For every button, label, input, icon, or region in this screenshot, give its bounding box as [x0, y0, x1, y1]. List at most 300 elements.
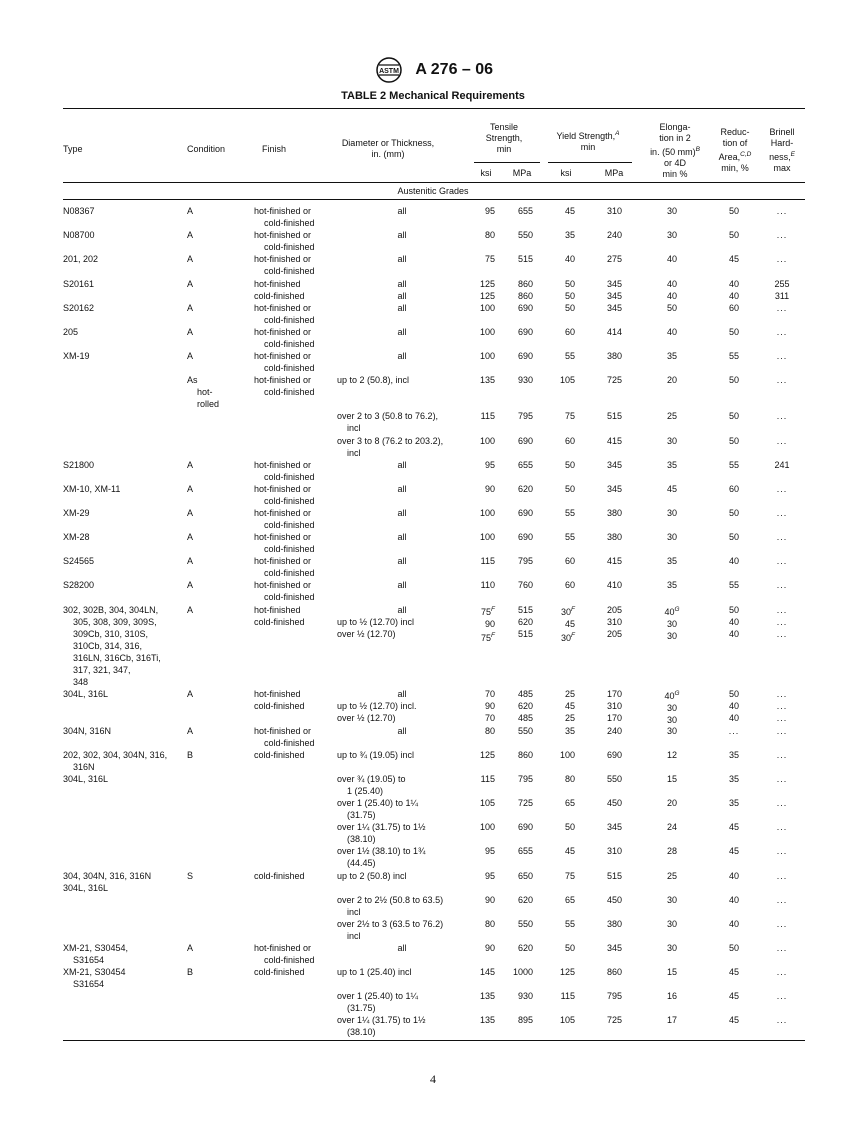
cell-n4 [595, 459, 622, 471]
cell-line: 40 [666, 327, 677, 337]
cell-line: A [187, 279, 194, 289]
cell-cond [187, 942, 247, 954]
cell-cond [187, 205, 247, 217]
cell-line: 35 [728, 774, 739, 784]
cell-n6 [714, 749, 754, 761]
cell-n5 [652, 773, 692, 785]
cell-n5 [652, 942, 692, 954]
cell-line: all [397, 532, 407, 542]
cell-n5 [652, 894, 692, 906]
cell-line: cold-finished [264, 472, 315, 482]
cell-line: 135 [479, 375, 495, 385]
cell-line: 60 [564, 556, 575, 566]
cell-line: hot-finished or [254, 580, 312, 590]
cell-dia [337, 966, 467, 978]
cell-line: 95 [484, 871, 495, 881]
cell-line: 380 [606, 351, 622, 361]
cell-line: up to ½ (12.70) incl [337, 617, 415, 627]
cell-dia [337, 797, 467, 821]
cell-dia [337, 821, 467, 845]
cell-line: 655 [517, 460, 533, 470]
cell-cond [187, 229, 247, 241]
cell-n7 [760, 821, 804, 833]
cell-line: 311 [774, 291, 790, 301]
cell-line: 20 [666, 375, 677, 385]
cell-line: ... [728, 726, 740, 736]
cell-line: ... [776, 871, 788, 881]
cell-line: hot-finished [254, 279, 301, 289]
cell-line: 35 [564, 726, 575, 736]
cell-line: cold-finished [264, 266, 315, 276]
cell-n1 [468, 845, 495, 857]
cell-line: 309Cb, 310, 310S, [73, 629, 149, 639]
cell-line: ... [776, 230, 788, 240]
cell-n4 [595, 326, 622, 338]
cell-type [63, 531, 181, 543]
cell-n1 [468, 688, 495, 724]
cell-line: 60 [728, 484, 739, 494]
cell-line: 255 [774, 279, 790, 289]
cell-n4 [595, 797, 622, 809]
cell-line: over 1¼ (31.75) to 1½ [337, 1015, 426, 1025]
cell-n4 [595, 870, 622, 882]
cell-n5 [652, 350, 692, 362]
cell-n6 [714, 555, 754, 567]
cell-line: A [187, 351, 194, 361]
cell-line: ... [776, 774, 788, 784]
cell-type [63, 942, 181, 966]
cell-line: 690 [517, 508, 533, 518]
cell-type [63, 579, 181, 591]
cell-line: 40 [666, 291, 677, 301]
cell-line: 1 (25.40) [347, 786, 384, 796]
cell-fin [254, 350, 332, 374]
cell-line: A [187, 580, 194, 590]
cell-dia [337, 229, 467, 241]
cell-line: $75^F$ [481, 632, 495, 643]
cell-line: over 1½ (38.10) to 1¾ [337, 846, 426, 856]
cell-line: 690 [517, 532, 533, 542]
cell-line: (44.45) [347, 858, 376, 868]
cell-cond [187, 725, 247, 737]
cell-line: 30 [666, 230, 677, 240]
cell-line: A [187, 484, 194, 494]
cell-n5 [652, 278, 692, 302]
cell-line: 90 [484, 895, 495, 905]
cell-line: ... [776, 206, 788, 216]
cell-n7 [760, 749, 804, 761]
cell-n5 [652, 821, 692, 833]
cell-n1 [468, 326, 495, 338]
col-header-elongation: Elonga- tion in 2 in. (50 mm)$^B$ or 4D min % [650, 122, 700, 179]
cell-line: 202, 302, 304, 304N, 316, [63, 750, 168, 760]
cell-line: ... [776, 508, 788, 518]
cell-n3 [548, 918, 575, 930]
cell-line: 45 [564, 206, 575, 216]
col-header-finish: Finish [262, 144, 287, 154]
cell-type [63, 604, 181, 688]
cell-line: 316LN, 316Cb, 316Ti, [73, 653, 161, 663]
cell-n4 [595, 845, 622, 857]
cell-line: 725 [606, 1015, 622, 1025]
table-top-rule [63, 108, 805, 109]
cell-line: 345 [606, 484, 622, 494]
cell-line: 241 [774, 460, 790, 470]
cell-n6 [714, 531, 754, 543]
cell-line: 50 [564, 943, 575, 953]
cell-n1 [468, 555, 495, 567]
cell-n6 [714, 229, 754, 241]
cell-n1 [468, 374, 495, 386]
cell-line: up to ¾ (19.05) incl [337, 750, 415, 760]
cell-cond [187, 374, 247, 410]
cell-n1 [468, 229, 495, 241]
cell-n7 [760, 725, 804, 737]
cell-n6 [714, 966, 754, 978]
cell-line: 450 [606, 798, 622, 808]
section-rule [63, 199, 805, 200]
cell-n5 [652, 229, 692, 241]
cell-line: 485 [517, 689, 533, 699]
cell-n1 [468, 253, 495, 265]
cell-n7 [760, 483, 804, 495]
cell-line: 40 [666, 279, 677, 289]
cell-line: 115 [480, 774, 495, 784]
cell-line: A [187, 327, 194, 337]
cell-cond [187, 555, 247, 567]
cell-line: ... [776, 375, 788, 385]
cell-line: cold-finished [254, 701, 305, 711]
cell-dia [337, 507, 467, 519]
cell-cond [187, 507, 247, 519]
cell-line: A [187, 556, 194, 566]
cell-n1 [468, 483, 495, 495]
cell-line: all [397, 303, 407, 313]
cell-line: all [397, 279, 407, 289]
cell-line: A [187, 943, 194, 953]
table-bottom-rule [63, 1040, 805, 1041]
cell-n1 [468, 302, 495, 314]
cell-line: 550 [606, 774, 622, 784]
cell-line: all [397, 508, 407, 518]
cell-fin [254, 604, 332, 628]
cell-dia [337, 1014, 467, 1038]
cell-line: 90 [484, 701, 495, 711]
col-header-type: Type [63, 144, 83, 154]
cell-line: 690 [517, 327, 533, 337]
cell-n1 [468, 990, 495, 1002]
cell-line: 45 [564, 701, 575, 711]
cell-n6 [714, 374, 754, 386]
cell-n1 [468, 350, 495, 362]
cell-line: 414 [606, 327, 622, 337]
cell-line: cold-finished [264, 218, 315, 228]
cell-n4 [595, 483, 622, 495]
cell-line: 348 [73, 677, 89, 687]
cell-dia [337, 531, 467, 543]
cell-line: As [187, 375, 198, 385]
cell-line: 30 [666, 206, 677, 216]
cell-n7 [760, 773, 804, 785]
cell-n6 [714, 773, 754, 785]
cell-line: 35 [564, 230, 575, 240]
cell-line: 795 [606, 991, 622, 1001]
cell-line: 100 [559, 750, 575, 760]
cell-line: cold-finished [264, 315, 315, 325]
cell-line: 145 [479, 967, 495, 977]
cell-n4 [595, 1014, 622, 1026]
cell-line: ... [776, 351, 788, 361]
cell-line: 240 [606, 726, 622, 736]
cell-line: 515 [517, 254, 533, 264]
cell-type [63, 205, 181, 217]
cell-fin [254, 302, 332, 326]
cell-line: 40 [728, 895, 739, 905]
cell-cond [187, 688, 247, 700]
cell-line: ... [776, 411, 788, 421]
cell-line: 795 [517, 411, 533, 421]
cell-line: 40 [728, 713, 739, 723]
cell-line: 45 [728, 254, 739, 264]
cell-cond [187, 459, 247, 471]
cell-n1 [468, 918, 495, 930]
cell-n6 [714, 507, 754, 519]
cell-dia [337, 205, 467, 217]
cell-n1 [468, 773, 495, 785]
cell-line: 20 [666, 798, 677, 808]
cell-line: up to 1 (25.40) incl [337, 967, 412, 977]
cell-line: 125 [479, 750, 495, 760]
cell-line: hot-finished or [254, 556, 312, 566]
cell-n3 [548, 894, 575, 906]
cell-dia [337, 374, 467, 386]
cell-line: 50 [564, 303, 575, 313]
cell-line: 650 [517, 871, 533, 881]
cell-type [63, 350, 181, 362]
cell-line: 110 [480, 580, 495, 590]
cell-line: 100 [479, 327, 495, 337]
cell-n3 [548, 555, 575, 567]
cell-line: 40 [728, 629, 739, 639]
cell-line: 75 [564, 411, 575, 421]
cell-n3 [548, 579, 575, 591]
cell-n1 [468, 410, 495, 422]
cell-n4 [595, 435, 622, 447]
cell-line: up to 2 (50.8) incl [337, 871, 407, 881]
cell-n6 [714, 483, 754, 495]
cell-line: 50 [728, 411, 739, 421]
cell-line: all [397, 556, 407, 566]
cell-line: cold-finished [264, 520, 315, 530]
cell-line: A [187, 460, 194, 470]
cell-line: 15 [666, 774, 677, 784]
cell-n5 [652, 253, 692, 265]
cell-line: 25 [564, 689, 575, 699]
cell-line: over 2 to 3 (50.8 to 76.2), [337, 411, 439, 421]
cell-line: (38.10) [347, 1027, 376, 1037]
cell-n1 [468, 205, 495, 217]
cell-n3 [548, 870, 575, 882]
cell-line: 125 [479, 279, 495, 289]
cell-line: over ½ (12.70) [337, 713, 396, 723]
cell-n2 [506, 483, 533, 495]
cell-line: XM-21, S30454, [63, 943, 129, 953]
svg-text:ASTM: ASTM [379, 68, 399, 75]
yield-subrule [548, 162, 632, 163]
cell-line: cold-finished [264, 568, 315, 578]
cell-n6 [714, 205, 754, 217]
header-bottom-rule [63, 182, 805, 183]
cell-n6 [714, 942, 754, 954]
cell-line: 450 [606, 895, 622, 905]
cell-line: ... [776, 919, 788, 929]
document-number: A 276 – 06 [415, 61, 494, 78]
cell-dia [337, 483, 467, 495]
cell-line: cold-finished [264, 242, 315, 252]
cell-line: all [397, 460, 407, 470]
cell-line: B [187, 750, 194, 760]
cell-n4 [595, 604, 622, 640]
cell-n2 [506, 253, 533, 265]
cell-n5 [652, 1014, 692, 1026]
cell-line: 515 [517, 629, 533, 639]
cell-line: hot-finished or [254, 230, 312, 240]
cell-n3 [548, 483, 575, 495]
cell-n3 [548, 350, 575, 362]
cell-line: 201, 202 [63, 254, 99, 264]
cell-n4 [595, 350, 622, 362]
cell-line: all [397, 291, 407, 301]
cell-line: 50 [728, 508, 739, 518]
cell-dia [337, 894, 467, 918]
cell-dia [337, 918, 467, 942]
cell-line: hot-finished or [254, 206, 312, 216]
cell-line: 25 [564, 713, 575, 723]
cell-n2 [506, 894, 533, 906]
cell-fin [254, 253, 332, 277]
cell-dia [337, 725, 467, 737]
cell-line: 45 [666, 484, 677, 494]
cell-line: ... [776, 713, 788, 723]
cell-n4 [595, 253, 622, 265]
cell-n4 [595, 688, 622, 724]
cell-cond [187, 870, 247, 882]
cell-line: 30 [666, 943, 677, 953]
cell-dia [337, 555, 467, 567]
cell-dia [337, 302, 467, 314]
cell-n4 [595, 990, 622, 1002]
cell-n7 [760, 990, 804, 1002]
cell-line: 100 [479, 822, 495, 832]
cell-n7 [760, 688, 804, 724]
cell-line: 860 [517, 279, 533, 289]
cell-n3 [548, 459, 575, 471]
cell-n7 [760, 966, 804, 978]
cell-n3 [548, 374, 575, 386]
cell-n5 [652, 483, 692, 495]
cell-line: 240 [606, 230, 622, 240]
cell-line: cold-finished [254, 967, 305, 977]
cell-n6 [714, 326, 754, 338]
cell-n4 [595, 894, 622, 906]
cell-line: S24565 [63, 556, 95, 566]
cell-line: ... [776, 846, 788, 856]
cell-line: 50 [728, 689, 739, 699]
cell-line: ... [776, 327, 788, 337]
cell-line: 304L, 316L [63, 689, 109, 699]
cell-line: hot-finished or [254, 943, 312, 953]
cell-line: S31654 [73, 955, 105, 965]
cell-n3 [548, 604, 575, 644]
cell-cond [187, 350, 247, 362]
cell-dia [337, 749, 467, 761]
cell-line: all [397, 351, 407, 361]
cell-n5 [652, 435, 692, 447]
cell-n2 [506, 531, 533, 543]
cell-line: 45 [728, 991, 739, 1001]
cell-line: 725 [517, 798, 533, 808]
cell-line: hot-finished or [254, 254, 312, 264]
cell-line: 40 [728, 701, 739, 711]
cell-n6 [714, 990, 754, 1002]
cell-line: 80 [484, 230, 495, 240]
cell-cond [187, 326, 247, 338]
cell-line: 50 [728, 230, 739, 240]
cell-line: 125 [479, 291, 495, 301]
cell-line: 205 [606, 605, 622, 615]
cell-n4 [595, 229, 622, 241]
cell-line: 80 [484, 726, 495, 736]
cell-line: incl [347, 931, 361, 941]
cell-type [63, 773, 181, 785]
cell-fin [254, 205, 332, 229]
cell-n2 [506, 688, 533, 724]
cell-n5 [652, 797, 692, 809]
cell-n4 [595, 278, 622, 302]
cell-n5 [652, 555, 692, 567]
cell-line: 135 [479, 1015, 495, 1025]
cell-line: 55 [564, 508, 575, 518]
cell-n3 [548, 253, 575, 265]
cell-line: ... [776, 436, 788, 446]
cell-n1 [468, 749, 495, 761]
cell-n7 [760, 205, 804, 217]
cell-line: 24 [666, 822, 677, 832]
cell-n1 [468, 966, 495, 978]
cell-n4 [595, 507, 622, 519]
cell-n4 [595, 821, 622, 833]
document-header [0, 56, 866, 84]
cell-n7 [760, 845, 804, 857]
cell-line: cold-finished [264, 387, 315, 397]
cell-n1 [468, 942, 495, 954]
cell-line: 28 [666, 846, 677, 856]
cell-n3 [548, 278, 575, 302]
cell-line: 305, 308, 309, 309S, [73, 617, 157, 627]
cell-fin [254, 942, 332, 966]
cell-n2 [506, 326, 533, 338]
cell-n7 [760, 555, 804, 567]
cell-cond [187, 604, 247, 616]
unit-ksi-yield: ksi [560, 168, 572, 178]
cell-line: 30 [666, 619, 677, 629]
cell-n6 [714, 797, 754, 809]
cell-fin [254, 531, 332, 555]
cell-line: 30 [666, 436, 677, 446]
cell-n7 [760, 579, 804, 591]
cell-n2 [506, 870, 533, 882]
cell-line: XM-21, S30454 [63, 967, 126, 977]
